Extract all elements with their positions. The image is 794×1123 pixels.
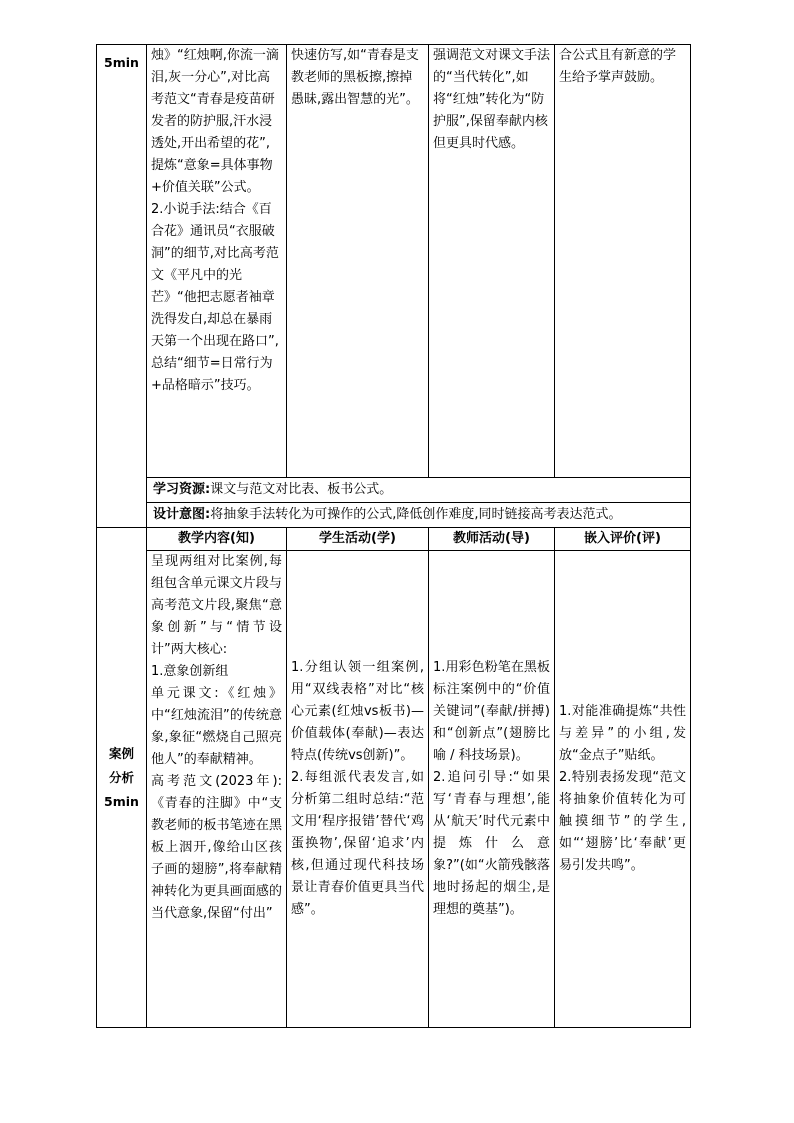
intent-cell — [147, 503, 691, 528]
teacher-activity-text: 强调范文对课文手法的“当代转化”,如将“红烛”转化为“防护服”,保留奉献内核但更具时代感。 — [433, 48, 551, 151]
case-student-paragraph: 2.每组派代表发言,如分析第二组时总结:“范文用‘程序报错’替代‘鸡蛋换物’,保留‘追求’内核,但通过现代科技场景让青春价值更具当代感”。 — [291, 770, 424, 917]
teacher-activity-cell — [429, 45, 555, 478]
resources-label: 学习资源: — [153, 482, 211, 497]
student-activity-cell — [287, 45, 429, 478]
intent-row — [97, 503, 691, 528]
top-content-row — [97, 45, 691, 478]
evaluation-cell — [555, 45, 691, 478]
case-teacher-cell — [429, 551, 555, 1028]
case-evaluation-paragraph: 2.特别表扬发现“范文将抽象价值转化为可触摸细节”的学生,如“‘翅膀’比‘奉献’更易引发共鸣”。 — [559, 770, 686, 873]
case-content-paragraph: 呈现两组对比案例,每组包含单元课文片段与高考范文片段,聚焦“意象创新”与“情节设计”两大核心: — [151, 554, 282, 657]
lesson-plan-table — [96, 44, 691, 1028]
intent-text: 将抽象手法转化为可操作的公式,降低创作难度,同时链接高考表达范式。 — [210, 507, 622, 522]
header-evaluation: 嵌入评价(评) — [555, 528, 691, 551]
case-evaluation-paragraph: 1.对能准确提炼“共性与差异”的小组,发放“金点子”贴纸。 — [559, 704, 686, 763]
case-student-cell — [287, 551, 429, 1028]
evaluation-text: 合公式且有新意的学生给予掌声鼓励。 — [559, 48, 677, 85]
time-label: 5min — [104, 55, 139, 70]
case-teacher-paragraph: 1.用彩色粉笔在黑板标注案例中的“价值关键词”(奉献/拼搏)和“创新点”(翅膀比喻 / 科技场景)。 — [433, 660, 550, 763]
case-evaluation-cell — [555, 551, 691, 1028]
header-student: 学生活动(学) — [287, 528, 429, 551]
header-teacher: 教师活动(导) — [429, 528, 555, 551]
student-activity-text: 快速仿写,如“青春是支教老师的黑板擦,擦掉愚昧,露出智慧的光”。 — [291, 48, 419, 107]
case-content-row — [97, 551, 691, 1028]
content-paragraph: 烛》“红烛啊,你流一滴泪,灰一分心”,对比高考范文“青春是疫苗研发者的防护服,汗水浸透处,开出希望的花”,提炼“意象=具体事物+价值关联”公式。 — [151, 48, 279, 195]
case-teacher-paragraph: 2.追问引导:“如果写‘青春与理想’,能从‘航天’时代元素中提炼什么意象?”(如“火箭残骸落地时扬起的烟尘,是理想的奠基”)。 — [433, 770, 550, 917]
lesson-plan-page — [96, 44, 690, 1028]
teaching-content-cell — [147, 45, 287, 478]
case-student-paragraph: 1.分组认领一组案例,用“双线表格”对比“核心元素(红烛vs板书)—价值载体(奉献)—表达特点(传统vs创新)”。 — [291, 660, 424, 763]
case-time: 5min — [104, 793, 139, 809]
header-content: 教学内容(知) — [147, 528, 287, 551]
content-paragraph: 2.小说手法:结合《百合花》通讯员“衣服破洞”的细节,对比高考范文《平凡中的光芒》“他把志愿者袖章洗得发白,却总在暴雨天第一个出现在路口”,总结“细节=日常行为+品格暗示”技巧。 — [151, 202, 279, 393]
resources-cell — [147, 478, 691, 503]
case-content-paragraph: 1.意象创新组 — [151, 664, 229, 679]
case-content-cell — [147, 551, 287, 1028]
header-row — [97, 528, 691, 551]
resources-row — [97, 478, 691, 503]
case-label-cell — [97, 528, 147, 1028]
case-content-paragraph: 单元课文:《红烛》中“红烛流泪”的传统意象,象征“燃烧自己照亮他人”的奉献精神。 — [151, 686, 282, 767]
case-content-paragraph: 高考范文(2023年):《青春的注脚》中“支教老师的板书笔迹在黑板上洇开,像给山区孩子画的翅膀”,将奉献精神转化为更具画面感的当代意象,保留“付出” — [151, 774, 282, 921]
case-label: 案例分析 — [108, 745, 134, 785]
resources-text: 课文与范文对比表、板书公式。 — [210, 482, 393, 497]
intent-label: 设计意图: — [153, 507, 211, 522]
time-label-cell — [97, 45, 147, 528]
